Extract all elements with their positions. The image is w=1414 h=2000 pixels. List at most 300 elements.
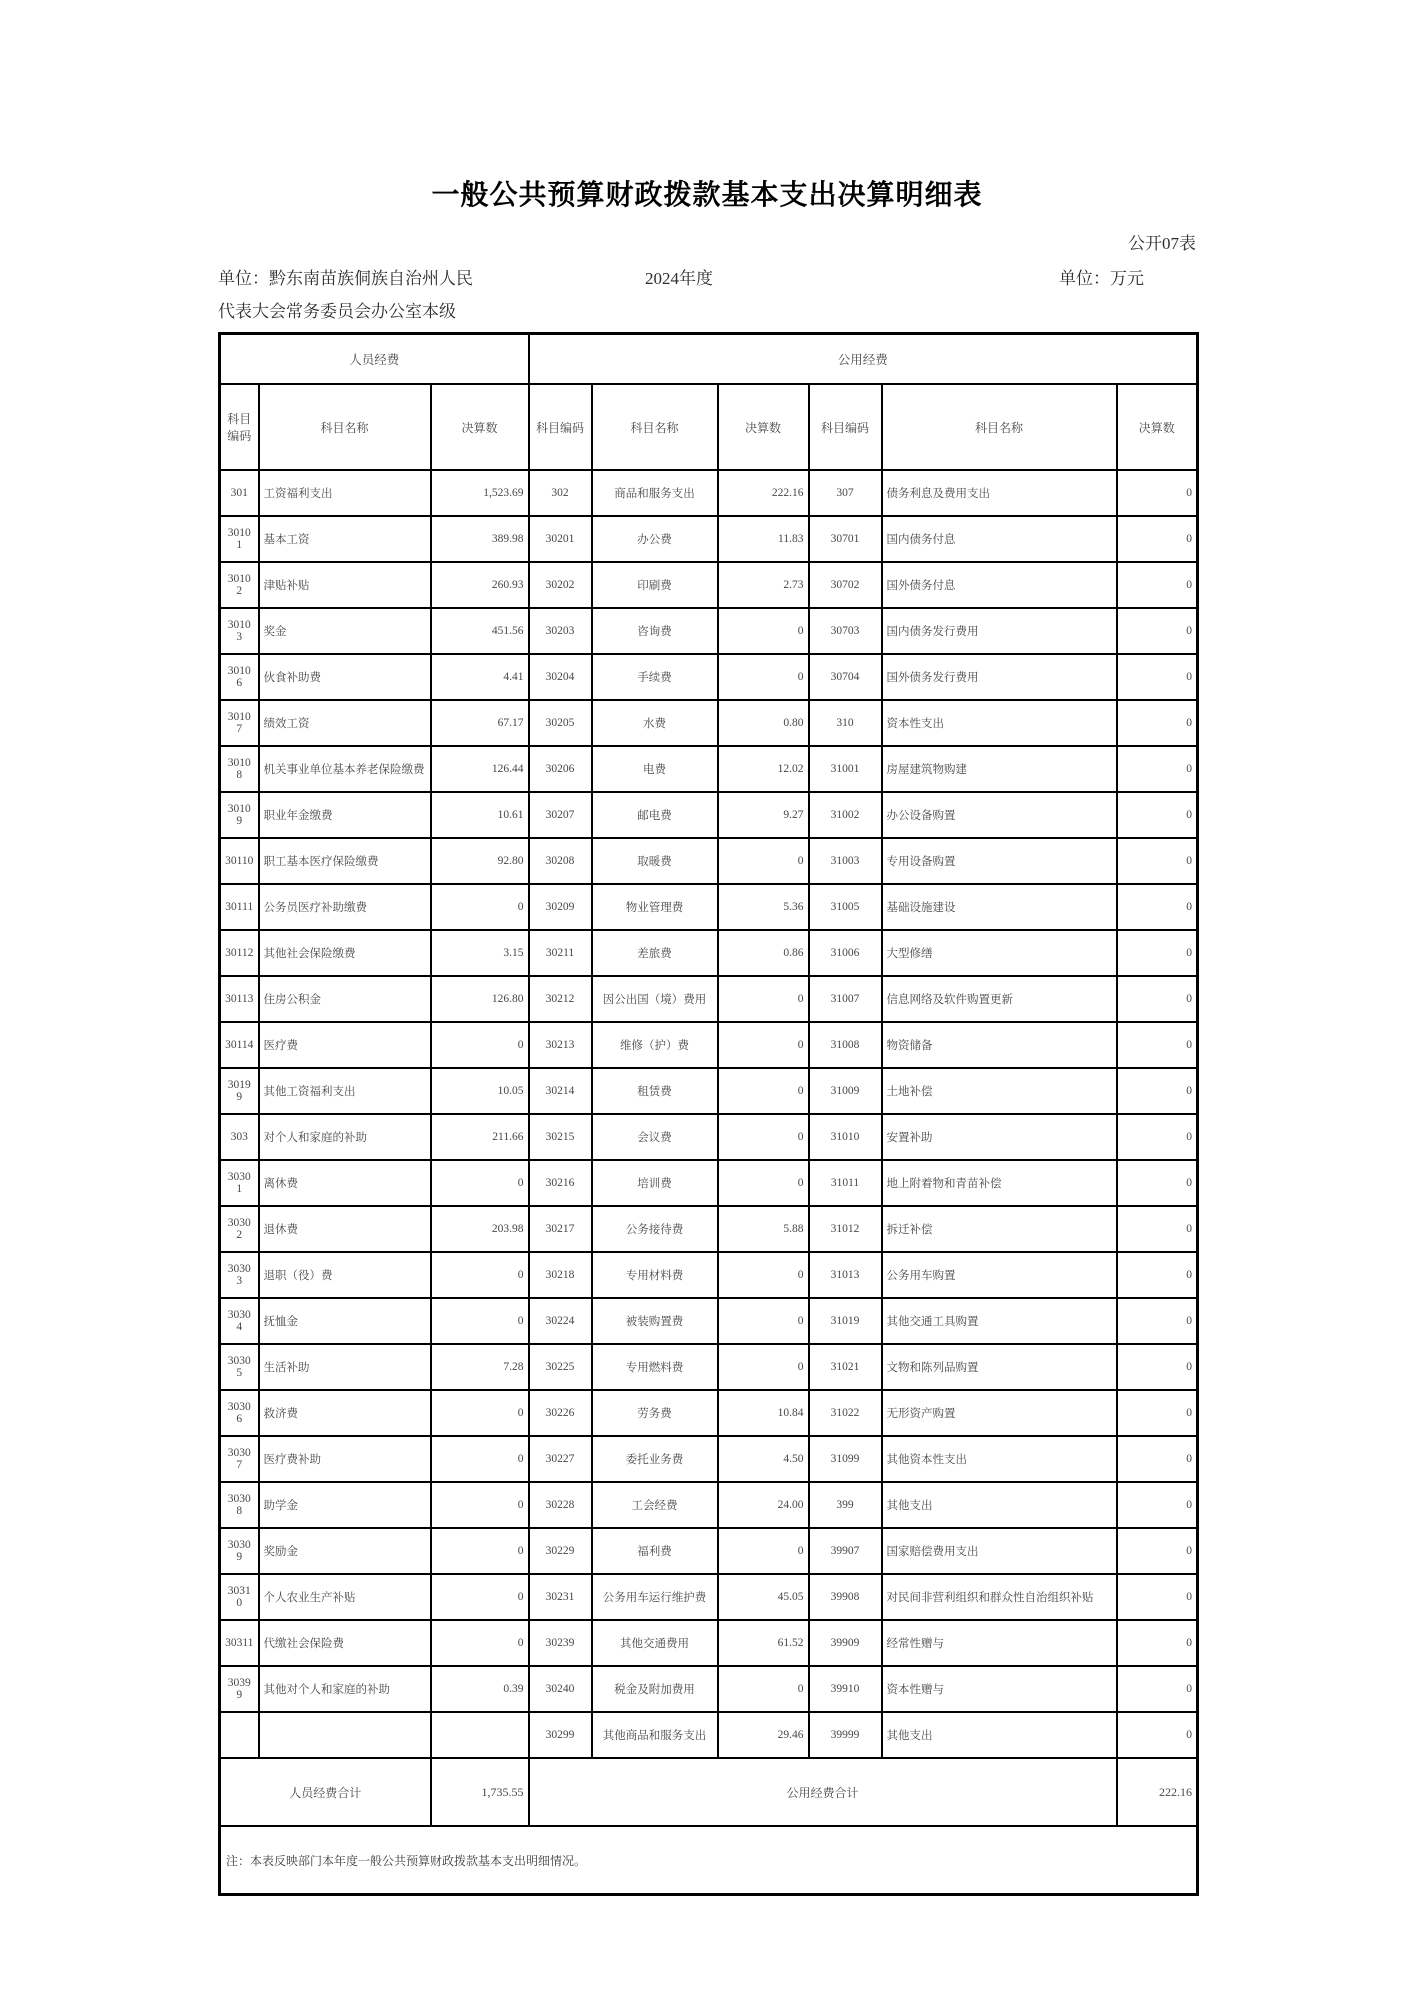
column-header-amount-3: 决算数 <box>1117 384 1198 470</box>
final-amount: 211.66 <box>431 1114 529 1160</box>
table-note: 注：本表反映部门本年度一般公共预算财政拨款基本支出明细情况。 <box>220 1826 1198 1895</box>
final-amount: 0 <box>1117 1620 1198 1666</box>
final-amount: 0 <box>431 1620 529 1666</box>
table-row <box>220 1160 1198 1206</box>
table-row <box>220 1482 1198 1528</box>
subject-code: 30214 <box>529 1068 592 1114</box>
subject-name: 住房公积金 <box>259 976 431 1022</box>
subject-name: 其他交通工具购置 <box>882 1298 1117 1344</box>
subject-code: 30218 <box>529 1252 592 1298</box>
subject-name: 生活补助 <box>259 1344 431 1390</box>
subject-code: 30307 <box>220 1436 259 1482</box>
final-amount: 0 <box>431 1160 529 1206</box>
subject-code: 30103 <box>220 608 259 654</box>
final-amount: 9.27 <box>718 792 809 838</box>
subject-code: 31005 <box>809 884 882 930</box>
subject-name: 抚恤金 <box>259 1298 431 1344</box>
subject-code: 31011 <box>809 1160 882 1206</box>
final-amount: 11.83 <box>718 516 809 562</box>
subject-code: 30226 <box>529 1390 592 1436</box>
final-amount: 92.80 <box>431 838 529 884</box>
final-amount: 0 <box>1117 1252 1198 1298</box>
subject-code: 30225 <box>529 1344 592 1390</box>
subject-name: 其他工资福利支出 <box>259 1068 431 1114</box>
final-amount: 0 <box>431 1022 529 1068</box>
subject-code: 31001 <box>809 746 882 792</box>
subject-name: 职业年金缴费 <box>259 792 431 838</box>
subject-name: 对个人和家庭的补助 <box>259 1114 431 1160</box>
final-amount: 0.86 <box>718 930 809 976</box>
subject-name: 资本性赠与 <box>882 1666 1117 1712</box>
final-amount: 0 <box>431 1298 529 1344</box>
final-amount: 1,523.69 <box>431 470 529 516</box>
final-amount: 0 <box>1117 1712 1198 1758</box>
final-amount: 0 <box>718 1528 809 1574</box>
subject-code: 30303 <box>220 1252 259 1298</box>
reporting-unit-label: 单位：黔东南苗族侗族自治州人民代表大会常务委员会办公室本级 <box>218 269 473 321</box>
subject-name: 物资储备 <box>882 1022 1117 1068</box>
subject-name: 税金及附加费用 <box>592 1666 718 1712</box>
subject-name: 职工基本医疗保险缴费 <box>259 838 431 884</box>
subject-name: 其他对个人和家庭的补助 <box>259 1666 431 1712</box>
subject-code: 30101 <box>220 516 259 562</box>
final-amount: 0 <box>718 1160 809 1206</box>
subject-name: 办公费 <box>592 516 718 562</box>
subject-code: 30702 <box>809 562 882 608</box>
subject-name: 国内债务发行费用 <box>882 608 1117 654</box>
final-amount: 10.61 <box>431 792 529 838</box>
subject-code: 30306 <box>220 1390 259 1436</box>
final-amount: 0 <box>1117 1298 1198 1344</box>
final-amount: 29.46 <box>718 1712 809 1758</box>
table-row <box>220 1114 1198 1160</box>
subject-code: 30217 <box>529 1206 592 1252</box>
table-row <box>220 1574 1198 1620</box>
subject-code: 39908 <box>809 1574 882 1620</box>
subject-code: 30299 <box>529 1712 592 1758</box>
subject-name: 债务利息及费用支出 <box>882 470 1117 516</box>
final-amount: 389.98 <box>431 516 529 562</box>
subject-name: 国外债务付息 <box>882 562 1117 608</box>
group-header-personnel: 人员经费 <box>220 334 529 385</box>
subject-name: 手续费 <box>592 654 718 700</box>
final-amount: 0 <box>718 1344 809 1390</box>
final-amount: 0 <box>1117 930 1198 976</box>
final-amount: 5.36 <box>718 884 809 930</box>
subject-name: 地上附着物和青苗补偿 <box>882 1160 1117 1206</box>
table-row <box>220 1022 1198 1068</box>
subject-name: 公务员医疗补助缴费 <box>259 884 431 930</box>
final-amount: 0 <box>1117 1068 1198 1114</box>
subject-code: 30240 <box>529 1666 592 1712</box>
final-amount: 0 <box>431 1482 529 1528</box>
table-row <box>220 884 1198 930</box>
group-header-public: 公用经费 <box>529 334 1198 385</box>
final-amount: 0 <box>431 1252 529 1298</box>
subject-code: 399 <box>809 1482 882 1528</box>
final-amount: 67.17 <box>431 700 529 746</box>
final-amount: 0 <box>718 1022 809 1068</box>
final-amount: 451.56 <box>431 608 529 654</box>
column-header-amount-1: 决算数 <box>431 384 529 470</box>
final-amount: 0 <box>1117 700 1198 746</box>
table-foot <box>220 1758 1198 1895</box>
subject-code: 30202 <box>529 562 592 608</box>
table-row <box>220 516 1198 562</box>
subject-code: 31010 <box>809 1114 882 1160</box>
subject-code: 30113 <box>220 976 259 1022</box>
subject-name: 退职（役）费 <box>259 1252 431 1298</box>
subject-name: 印刷费 <box>592 562 718 608</box>
subject-name: 基础设施建设 <box>882 884 1117 930</box>
table-row <box>220 930 1198 976</box>
subject-name: 维修（护）费 <box>592 1022 718 1068</box>
subject-code: 31022 <box>809 1390 882 1436</box>
final-amount: 5.88 <box>718 1206 809 1252</box>
final-amount: 126.80 <box>431 976 529 1022</box>
subject-code: 31012 <box>809 1206 882 1252</box>
final-amount: 61.52 <box>718 1620 809 1666</box>
column-header-amount-2: 决算数 <box>718 384 809 470</box>
final-amount: 0 <box>1117 838 1198 884</box>
table-row <box>220 1344 1198 1390</box>
final-amount: 0 <box>1117 1206 1198 1252</box>
final-amount: 0 <box>718 976 809 1022</box>
column-header-subject-code-2: 科目编码 <box>529 384 592 470</box>
final-amount: 0 <box>1117 1666 1198 1712</box>
table-row <box>220 838 1198 884</box>
subject-code: 30310 <box>220 1574 259 1620</box>
table-row <box>220 746 1198 792</box>
currency-unit-label: 单位：万元 <box>1059 269 1144 288</box>
final-amount: 0 <box>718 654 809 700</box>
final-amount: 0.80 <box>718 700 809 746</box>
subject-name: 工资福利支出 <box>259 470 431 516</box>
subject-name: 公务用车运行维护费 <box>592 1574 718 1620</box>
meta-row <box>218 262 1196 328</box>
subject-name: 专用设备购置 <box>882 838 1117 884</box>
subject-code: 30112 <box>220 930 259 976</box>
subject-name: 医疗费补助 <box>259 1436 431 1482</box>
subject-name: 安置补助 <box>882 1114 1117 1160</box>
final-amount: 0 <box>1117 1160 1198 1206</box>
final-amount: 45.05 <box>718 1574 809 1620</box>
subject-name: 文物和陈列品购置 <box>882 1344 1117 1390</box>
subject-name <box>259 1712 431 1758</box>
table-row <box>220 792 1198 838</box>
final-amount: 0 <box>431 1436 529 1482</box>
final-amount: 0 <box>431 1574 529 1620</box>
final-amount: 10.05 <box>431 1068 529 1114</box>
final-amount: 0 <box>1117 1022 1198 1068</box>
column-header-subject-name-1: 科目名称 <box>259 384 431 470</box>
note-row <box>220 1826 1198 1895</box>
subject-code: 30701 <box>809 516 882 562</box>
subject-name: 大型修缮 <box>882 930 1117 976</box>
final-amount: 222.16 <box>718 470 809 516</box>
table-row <box>220 1666 1198 1712</box>
final-amount: 0 <box>718 1114 809 1160</box>
subject-code: 30304 <box>220 1298 259 1344</box>
subject-name: 医疗费 <box>259 1022 431 1068</box>
subject-code: 30209 <box>529 884 592 930</box>
final-amount: 0 <box>1117 1436 1198 1482</box>
table-row <box>220 1620 1198 1666</box>
final-amount: 0 <box>1117 884 1198 930</box>
subject-code: 30111 <box>220 884 259 930</box>
table-row <box>220 654 1198 700</box>
subject-code: 301 <box>220 470 259 516</box>
subject-name: 奖励金 <box>259 1528 431 1574</box>
personnel-total-value: 1,735.55 <box>431 1758 529 1826</box>
subject-code: 30207 <box>529 792 592 838</box>
subject-name: 邮电费 <box>592 792 718 838</box>
subject-code: 303 <box>220 1114 259 1160</box>
final-amount: 3.15 <box>431 930 529 976</box>
subject-code: 30302 <box>220 1206 259 1252</box>
subject-code: 30201 <box>529 516 592 562</box>
subject-name: 伙食补助费 <box>259 654 431 700</box>
fiscal-year-label: 2024年度 <box>645 269 713 288</box>
subject-name: 国外债务发行费用 <box>882 654 1117 700</box>
final-amount: 0 <box>1117 1114 1198 1160</box>
totals-row <box>220 1758 1198 1826</box>
subject-name: 咨询费 <box>592 608 718 654</box>
subject-code: 30311 <box>220 1620 259 1666</box>
final-amount: 0 <box>718 1068 809 1114</box>
subject-name: 培训费 <box>592 1160 718 1206</box>
subject-name: 房屋建筑物购建 <box>882 746 1117 792</box>
subject-name: 对民间非营利组织和群众性自治组织补贴 <box>882 1574 1117 1620</box>
subject-name: 福利费 <box>592 1528 718 1574</box>
subject-name: 津贴补贴 <box>259 562 431 608</box>
subject-code: 30203 <box>529 608 592 654</box>
subject-name: 离休费 <box>259 1160 431 1206</box>
subject-name: 经常性赠与 <box>882 1620 1117 1666</box>
subject-code: 31008 <box>809 1022 882 1068</box>
subject-code: 30106 <box>220 654 259 700</box>
final-amount: 0 <box>1117 1482 1198 1528</box>
public-total-label: 公用经费合计 <box>529 1758 1117 1826</box>
table-row <box>220 1068 1198 1114</box>
subject-name: 其他社会保险缴费 <box>259 930 431 976</box>
subject-name: 电费 <box>592 746 718 792</box>
subject-name: 水费 <box>592 700 718 746</box>
subject-code: 30216 <box>529 1160 592 1206</box>
subject-code: 30109 <box>220 792 259 838</box>
final-amount: 4.50 <box>718 1436 809 1482</box>
subject-code: 30309 <box>220 1528 259 1574</box>
final-amount: 0 <box>1117 1390 1198 1436</box>
final-amount: 0 <box>1117 792 1198 838</box>
subject-name: 租赁费 <box>592 1068 718 1114</box>
column-header-row <box>220 384 1198 470</box>
subject-code: 30204 <box>529 654 592 700</box>
final-amount: 7.28 <box>431 1344 529 1390</box>
subject-code: 30308 <box>220 1482 259 1528</box>
table-row <box>220 1390 1198 1436</box>
subject-name: 奖金 <box>259 608 431 654</box>
table-head <box>220 334 1198 471</box>
subject-name: 国家赔偿费用支出 <box>882 1528 1117 1574</box>
subject-code: 30231 <box>529 1574 592 1620</box>
subject-code: 31009 <box>809 1068 882 1114</box>
final-amount: 0 <box>1117 516 1198 562</box>
table-row <box>220 470 1198 516</box>
final-amount: 0 <box>718 1252 809 1298</box>
final-amount: 0 <box>1117 654 1198 700</box>
subject-name: 绩效工资 <box>259 700 431 746</box>
subject-code: 30108 <box>220 746 259 792</box>
table-row <box>220 976 1198 1022</box>
final-amount: 10.84 <box>718 1390 809 1436</box>
document-content <box>218 0 1196 1896</box>
personnel-total-label: 人员经费合计 <box>220 1758 431 1826</box>
subject-name: 被装购置费 <box>592 1298 718 1344</box>
final-amount: 0 <box>431 884 529 930</box>
final-amount: 0 <box>431 1390 529 1436</box>
subject-code: 30704 <box>809 654 882 700</box>
subject-name: 委托业务费 <box>592 1436 718 1482</box>
subject-code: 31003 <box>809 838 882 884</box>
table-row <box>220 1252 1198 1298</box>
subject-code: 39999 <box>809 1712 882 1758</box>
subject-code <box>220 1712 259 1758</box>
final-amount: 0 <box>1117 1344 1198 1390</box>
table-row <box>220 1712 1198 1758</box>
column-header-subject-name-2: 科目名称 <box>592 384 718 470</box>
subject-code: 30305 <box>220 1344 259 1390</box>
subject-code: 30114 <box>220 1022 259 1068</box>
subject-code: 30228 <box>529 1482 592 1528</box>
subject-code: 31013 <box>809 1252 882 1298</box>
subject-name: 土地补偿 <box>882 1068 1117 1114</box>
subject-code: 30212 <box>529 976 592 1022</box>
final-amount: 0 <box>1117 976 1198 1022</box>
table-row <box>220 1436 1198 1482</box>
table-row <box>220 562 1198 608</box>
final-amount: 203.98 <box>431 1206 529 1252</box>
subject-code: 30227 <box>529 1436 592 1482</box>
table-body <box>220 470 1198 1758</box>
subject-code: 31019 <box>809 1298 882 1344</box>
subject-name: 差旅费 <box>592 930 718 976</box>
subject-code: 30107 <box>220 700 259 746</box>
subject-name: 会议费 <box>592 1114 718 1160</box>
group-header-row <box>220 334 1198 385</box>
column-header-subject-name-3: 科目名称 <box>882 384 1117 470</box>
subject-name: 基本工资 <box>259 516 431 562</box>
subject-name: 个人农业生产补贴 <box>259 1574 431 1620</box>
final-amount: 4.41 <box>431 654 529 700</box>
subject-name: 拆迁补偿 <box>882 1206 1117 1252</box>
table-number: 公开07表 <box>1128 234 1196 253</box>
subject-name: 办公设备购置 <box>882 792 1117 838</box>
subject-name: 其他支出 <box>882 1482 1117 1528</box>
subject-name: 公务用车购置 <box>882 1252 1117 1298</box>
subject-code: 31006 <box>809 930 882 976</box>
column-header-subject-code-3: 科目编码 <box>809 384 882 470</box>
final-amount: 0 <box>718 608 809 654</box>
final-amount: 0 <box>431 1528 529 1574</box>
subject-name: 其他资本性支出 <box>882 1436 1117 1482</box>
subject-code: 30213 <box>529 1022 592 1068</box>
table-row <box>220 608 1198 654</box>
subject-code: 39909 <box>809 1620 882 1666</box>
subject-name: 因公出国（境）费用 <box>592 976 718 1022</box>
subject-code: 30224 <box>529 1298 592 1344</box>
final-amount: 0 <box>1117 1528 1198 1574</box>
subject-code: 30301 <box>220 1160 259 1206</box>
final-amount: 0 <box>718 1298 809 1344</box>
subject-name: 机关事业单位基本养老保险缴费 <box>259 746 431 792</box>
budget-detail-table <box>218 332 1199 1896</box>
subject-name: 信息网络及软件购置更新 <box>882 976 1117 1022</box>
final-amount: 0 <box>1117 1574 1198 1620</box>
subject-name: 专用材料费 <box>592 1252 718 1298</box>
final-amount: 126.44 <box>431 746 529 792</box>
subject-code: 31099 <box>809 1436 882 1482</box>
subject-name: 无形资产购置 <box>882 1390 1117 1436</box>
final-amount: 0 <box>718 838 809 884</box>
subject-name: 取暖费 <box>592 838 718 884</box>
subject-code: 30206 <box>529 746 592 792</box>
final-amount: 0 <box>1117 470 1198 516</box>
subject-name: 其他交通费用 <box>592 1620 718 1666</box>
subject-code: 30208 <box>529 838 592 884</box>
subject-code: 310 <box>809 700 882 746</box>
table-row <box>220 700 1198 746</box>
subject-name: 其他支出 <box>882 1712 1117 1758</box>
subject-code: 30239 <box>529 1620 592 1666</box>
subject-name: 国内债务付息 <box>882 516 1117 562</box>
final-amount: 0 <box>1117 562 1198 608</box>
subject-code: 39910 <box>809 1666 882 1712</box>
final-amount: 0 <box>718 1666 809 1712</box>
final-amount: 2.73 <box>718 562 809 608</box>
table-row <box>220 1528 1198 1574</box>
table-row <box>220 1206 1198 1252</box>
subject-name: 专用燃料费 <box>592 1344 718 1390</box>
subject-code: 39907 <box>809 1528 882 1574</box>
final-amount: 12.02 <box>718 746 809 792</box>
subject-code: 30110 <box>220 838 259 884</box>
subject-code: 31007 <box>809 976 882 1022</box>
subject-code: 30205 <box>529 700 592 746</box>
subject-code: 30215 <box>529 1114 592 1160</box>
final-amount: 0 <box>1117 746 1198 792</box>
subject-name: 物业管理费 <box>592 884 718 930</box>
final-amount <box>431 1712 529 1758</box>
final-amount: 0 <box>1117 608 1198 654</box>
subject-name: 助学金 <box>259 1482 431 1528</box>
subject-code: 307 <box>809 470 882 516</box>
page-title: 一般公共预算财政拨款基本支出决算明细表 <box>431 179 983 210</box>
subject-name: 商品和服务支出 <box>592 470 718 516</box>
subject-name: 劳务费 <box>592 1390 718 1436</box>
subject-code: 302 <box>529 470 592 516</box>
subject-code: 31002 <box>809 792 882 838</box>
subject-name: 代缴社会保险费 <box>259 1620 431 1666</box>
subject-name: 救济费 <box>259 1390 431 1436</box>
column-header-subject-code-1: 科目编码 <box>220 384 259 470</box>
subject-name: 工会经费 <box>592 1482 718 1528</box>
subject-code: 30199 <box>220 1068 259 1114</box>
final-amount: 24.00 <box>718 1482 809 1528</box>
subject-code: 30102 <box>220 562 259 608</box>
subject-code: 31021 <box>809 1344 882 1390</box>
final-amount: 0.39 <box>431 1666 529 1712</box>
